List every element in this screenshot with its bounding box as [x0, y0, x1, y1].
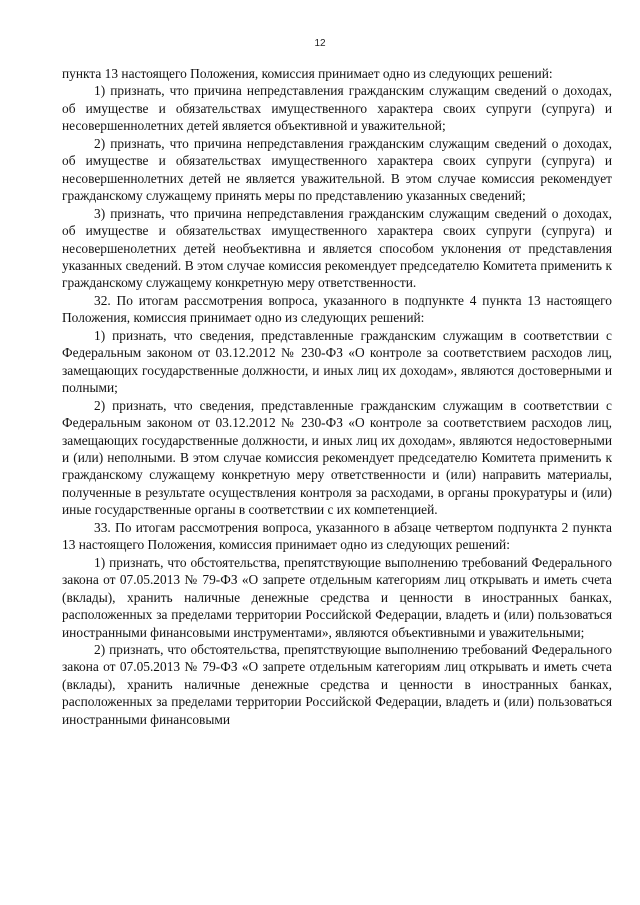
document-body — [62, 65, 612, 728]
paragraph: 1) признать, что сведения, представленные гражданским служащим в соответствии с Федеральным законом от 03.12.2012 № 230-ФЗ «О контроле за соответствием расходов лиц, замещающих государственные должности, и иных лиц их доходам», являются достоверными и полными; — [62, 327, 612, 396]
paragraph: 1) признать, что причина непредставления гражданским служащим сведений о доходах, об имуществе и обязательствах имущественного характера своих супруги (супруга) и несовершеннолетних детей является объективной и уважительной; — [62, 83, 612, 134]
paragraph: 1) признать, что обстоятельства, препятствующие выполнению требований Федерального закона от 07.05.2013 № 79-ФЗ «О запрете отдельным категориям лиц открывать и иметь счета (вклады), хранить наличные денежные средства и ценности в иностранных банках, расположенных за пределами территории Российской Федерации, владеть и (или) пользоваться иностранными финансовыми инструментами», являются объективными и уважительными; — [62, 554, 612, 640]
paragraph: пункта 13 настоящего Положения, комиссия принимает одно из следующих решений: — [62, 66, 553, 81]
paragraph: 2) признать, что причина непредставления гражданским служащим сведений о доходах, об имуществе и обязательствах имущественного характера своих супруги (супруга) и несовершеннолетних детей не является уважительной. В этом случае комиссия рекомендует гражданскому служащему принять меры по представлению указанных сведений; — [62, 135, 612, 204]
paragraph: 33. По итогам рассмотрения вопроса, указанного в абзаце четвертом подпункта 2 пункта 13 настоящего Положения, комиссия принимает одно из следующих решений: — [62, 519, 612, 553]
paragraph: 2) признать, что сведения, представленные гражданским служащим в соответствии с Федеральным законом от 03.12.2012 № 230-ФЗ «О контроле за соответствием расходов лиц, замещающих государственные должности, и иных лиц их доходам», являются недостоверными и (или) неполными. В этом случае комиссия рекомендует председателю Комитета применить к гражданскому служащему конкретную меру ответственности и (или) направить материалы, полученные в результате осуществления контроля за расходами, в органы прокуратуры и (или) иные государственные органы в соответствии с их компетенцией. — [62, 397, 612, 518]
paragraph: 32. По итогам рассмотрения вопроса, указанного в подпункте 4 пункта 13 настоящего Положения, комиссия принимает одно из следующих решений: — [62, 292, 612, 326]
page-number: 12 — [314, 38, 326, 49]
paragraph: 2) признать, что обстоятельства, препятствующие выполнению требований Федерального закона от 07.05.2013 № 79-ФЗ «О запрете отдельным категориям лиц открывать и иметь счета (вклады), хранить наличные денежные средства и ценности в иностранных банках, расположенных за пределами территории Российской Федерации, владеть и (или) пользоваться иностранными финансовыми — [62, 641, 612, 727]
paragraph: 3) признать, что причина непредставления гражданским служащим сведений о доходах, об имуществе и обязательствах имущественного характера своих супруги (супруга) и несовершенолетних детей необъективна и является способом уклонения от представления указанных сведений. В этом случае комиссия рекомендует председателю Комитета применить к гражданскому служащему конкретную меру ответственности. — [62, 205, 612, 291]
